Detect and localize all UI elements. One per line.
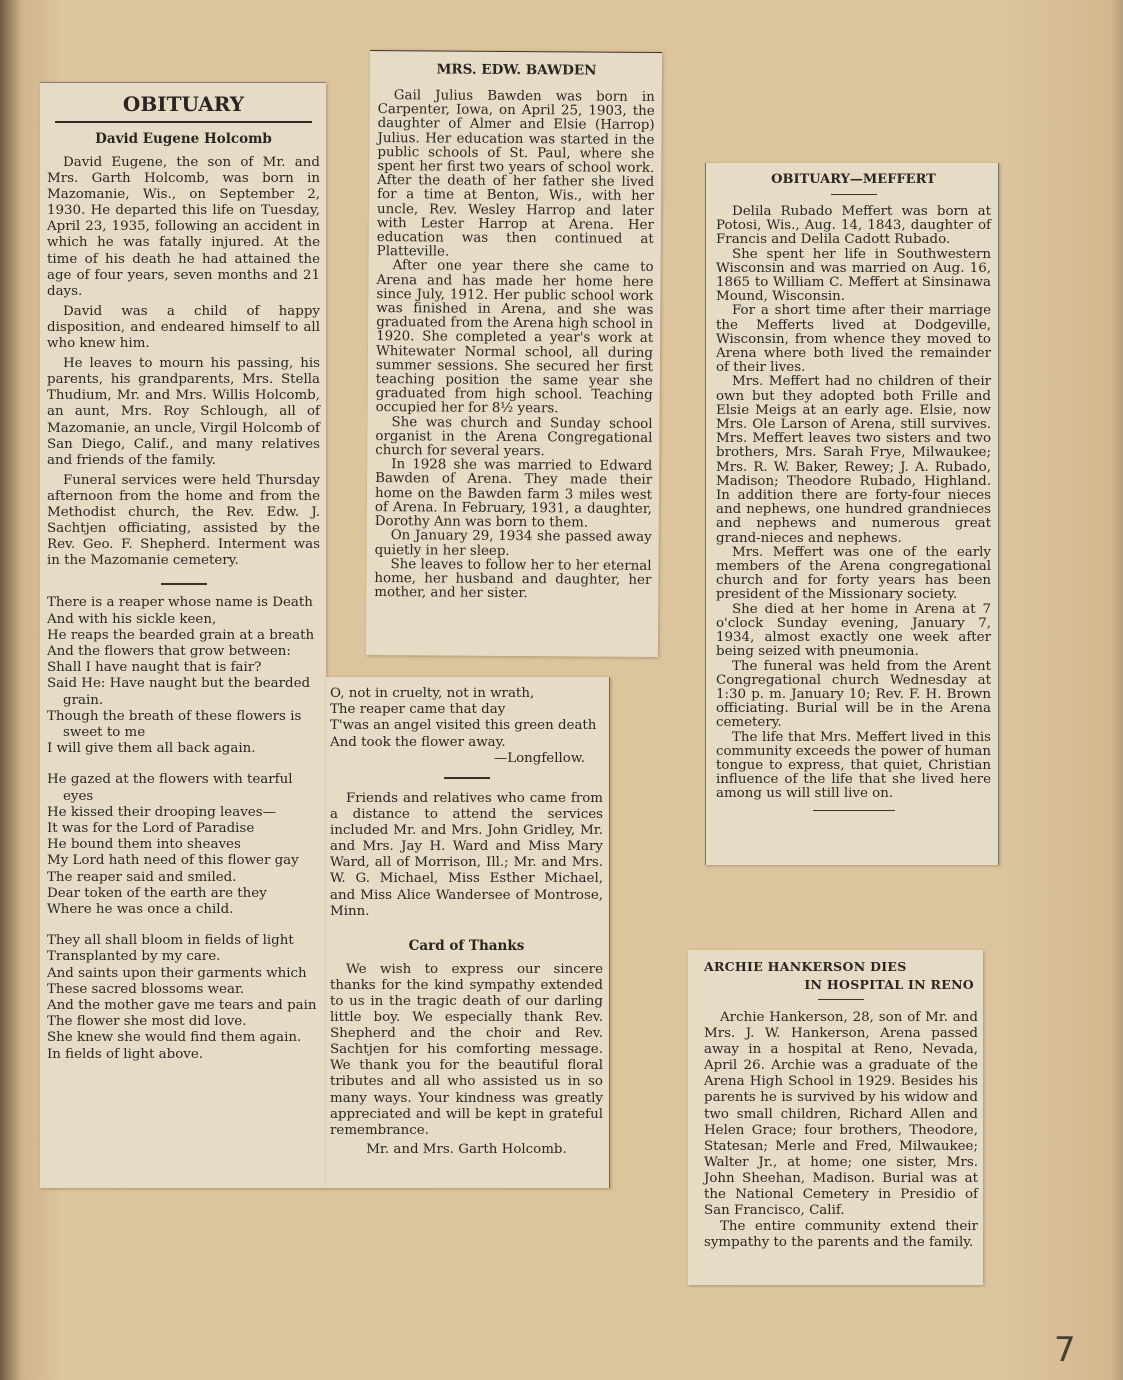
holcomb-poem bbox=[47, 595, 320, 1062]
hankerson-header-line2: IN HOSPITAL IN RENO bbox=[804, 977, 974, 992]
poem-line: Dear token of the earth are they bbox=[47, 885, 267, 901]
bawden-paragraph: Gail Julius Bawden was born in Carpenter, Iowa, on April 25, 1903, the daughter of Almer and Elsie (Harrop) Julius. Her education was started in the public schools of St. Paul, where she spent her first two years of school work. After the death of her father she lived for a time at Benton, Wis., with her uncle, Rev. Wesley Harrop and later with Lester Harrop at Arena. Her education was then continued at Platteville. bbox=[376, 88, 655, 260]
hankerson-paragraph: The entire community extend their sympathy to the parents and the family. bbox=[704, 1219, 978, 1251]
poem-line: The flower she most did love. bbox=[47, 1014, 247, 1030]
poem-line: And took the flower away. bbox=[330, 734, 506, 750]
meffert-obituary-clipping bbox=[705, 163, 999, 865]
holcomb-paragraph: David Eugene, the son of Mr. and Mrs. Garth Holcomb, was born in Mazomanie, Wis., on September 2, 1930. He departed this life on Tuesday, April 23, 1935, following an accident in which he was fatally injured. At the time of his death he had attained the age of four years, seven months and 21 days. bbox=[47, 155, 320, 299]
holcomb-continuation-clipping bbox=[326, 677, 610, 1188]
meffert-paragraph: Mrs. Meffert was one of the early members of the Arena congregational church and for forty years has been president of the Missionary society. bbox=[716, 544, 991, 603]
hankerson-header-rule bbox=[818, 999, 864, 1000]
meffert-paragraph: Mrs. Meffert had no children of their own but they adopted both Frille and Elsie Meigs at an early age. Elsie, now Mrs. Ole Larson of Arena, still survives. Mrs. Meffert leaves two sisters and two brothers, Mrs. Sarah Frye, Milwaukee; Mrs. R. W. Baker, Rewey; J. A. Rubado, Madison; Theodore Rubado, Highland. In addition there are forty-four nieces and nephews, one hundred grandnieces and nephews and numerous great grand-nieces and nephews. bbox=[716, 374, 991, 546]
poem-line: He reaps the bearded grain at a breath bbox=[47, 627, 315, 643]
holcomb-header-rule bbox=[55, 121, 312, 123]
thanks-signature: Mr. and Mrs. Garth Holcomb. bbox=[366, 1141, 567, 1157]
holcomb-name: David Eugene Holcomb bbox=[95, 131, 272, 147]
poem-line: In fields of light above. bbox=[47, 1046, 204, 1062]
holcomb-poem-end bbox=[330, 686, 603, 751]
poem-line: And the mother gave me tears and pain bbox=[47, 998, 317, 1014]
meffert-paragraph: For a short time after their marriage the Mefferts lived at Dodgeville, Wisconsin, from whence they moved to Arena where both lived the remainder of their lives. bbox=[716, 303, 991, 376]
bawden-obituary-clipping bbox=[366, 50, 662, 657]
poem-line: They all shall bloom in fields of light bbox=[47, 933, 294, 949]
poem-line: He bound them into sheaves bbox=[47, 837, 241, 853]
holcomb-paragraph: He leaves to mourn his passing, his parents, his grandparents, Mrs. Stella Thudium, Mr. and Mrs. Willis Holcomb, an aunt, Mrs. Roy Schlough, all of Mazomanie, an uncle, Virgil Holcomb of San Diego, Calif., and many relatives and friends of the family. bbox=[47, 356, 320, 468]
holcomb-body bbox=[47, 155, 320, 569]
bawden-paragraph: On January 29, 1934 she passed away quietly in her sleep. bbox=[374, 528, 652, 559]
thanks-title: Card of Thanks bbox=[408, 937, 525, 954]
meffert-end-rule bbox=[813, 810, 895, 811]
poem-line: Shall I have naught that is fair? bbox=[47, 660, 262, 676]
poem-line: There is a reaper whose name is Death bbox=[47, 595, 313, 611]
friends-paragraph: Friends and relatives who came from a distance to attend the services included Mr. and Mrs. John Gridley, Mr. and Mrs. Jay H. Ward and Miss Mary Ward, all of Morrison, Ill.; Mr. and Mrs. W. G. Michael, Miss Esther Michael, and Miss Alice Wandersee of Montrose, Minn. bbox=[330, 791, 603, 919]
holcomb-divider bbox=[161, 583, 207, 585]
bawden-paragraph: She was church and Sunday school organist in the Arena Congregational church for several years. bbox=[375, 414, 653, 460]
continuation-divider bbox=[444, 777, 490, 779]
meffert-header-rule bbox=[831, 194, 877, 195]
hankerson-obituary-clipping bbox=[688, 950, 983, 1285]
poem-line: My Lord hath need of this flower gay bbox=[47, 853, 299, 869]
holcomb-paragraph: David was a child of happy disposition, and endeared himself to all who knew him. bbox=[47, 303, 320, 352]
poem-line: She knew she would find them again. bbox=[47, 1030, 302, 1046]
poem-line: O, not in cruelty, not in wrath, bbox=[330, 686, 535, 701]
poem-line: These sacred blossoms wear. bbox=[47, 981, 245, 997]
poem-line: Though the breath of these flowers is sweet to me bbox=[47, 708, 302, 740]
bawden-paragraph: In 1928 she was married to Edward Bawden of Arena. They made their home on the Bawden farm 3 miles west of Arena. In February, 1931, a daughter, Dorothy Ann was born to them. bbox=[374, 457, 653, 531]
poem-line: The reaper came that day bbox=[330, 702, 506, 718]
holcomb-obituary-clipping bbox=[40, 82, 326, 1188]
poem-line: Said He: Have naught but the bearded grain. bbox=[47, 676, 311, 708]
poem-credit: —Longfellow. bbox=[493, 750, 585, 766]
poem-line: T'was an angel visited this green death bbox=[330, 718, 597, 734]
meffert-paragraph: She died at her home in Arena at 7 o'clock Sunday evening, January 7, 1934, almost exactly one week after being seized with pneumonia. bbox=[716, 601, 991, 660]
meffert-paragraph: Delila Rubado Meffert was born at Potosi, Wis., Aug. 14, 1843, daughter of Francis and Delila Cadott Rubado. bbox=[716, 204, 991, 248]
poem-line: And saints upon their garments which bbox=[47, 965, 307, 981]
meffert-header: OBITUARY—MEFFERT bbox=[771, 172, 936, 187]
poem-line: And with his sickle keen, bbox=[47, 611, 217, 627]
poem-line: The reaper said and smiled. bbox=[47, 869, 237, 885]
poem-line: He kissed their drooping leaves— bbox=[47, 804, 276, 820]
poem-line: And the flowers that grow between: bbox=[47, 643, 291, 659]
hankerson-header-line1: ARCHIE HANKERSON DIES bbox=[704, 959, 907, 974]
bawden-body bbox=[374, 89, 655, 602]
poem-line: Where he was once a child. bbox=[47, 902, 234, 917]
poem-line: It was for the Lord of Paradise bbox=[47, 820, 255, 836]
poem-line: I will give them all back again. bbox=[47, 741, 256, 757]
holcomb-header: OBITUARY bbox=[122, 92, 245, 116]
poem-line: Transplanted by my care. bbox=[47, 949, 221, 965]
bawden-paragraph: She leaves to follow her to her eternal home, her husband and daughter, her mother, and her sister. bbox=[374, 556, 652, 602]
hankerson-paragraph: Archie Hankerson, 28, son of Mr. and Mrs. J. W. Hankerson, Arena passed away in a hospital at Reno, Nevada, April 26. Archie was a graduate of the Arena High School in 1929. Besides his parents he is survived by his widow and two small children, Richard Allen and Helen Grace; four brothers, Theodore, Statesan; Merle and Fred, Milwaukee; Walter Jr., at home; one sister, Mrs. John Sheehan, Madison. Burial was at the National Cemetery in Presidio of San Francisco, Calif. bbox=[704, 1010, 978, 1219]
meffert-paragraph: The life that Mrs. Meffert lived in this community exceeds the power of human tongue to express, that quiet, Christian influence of the life that she lived here among us will still live on. bbox=[716, 729, 991, 802]
meffert-paragraph: The funeral was held from the Arent Congregational church Wednesday at 1:30 p. m. January 10; Rev. F. H. Brown officiating. Burial will be in the Arena cemetery. bbox=[716, 658, 991, 731]
bawden-paragraph: After one year there she came to Arena and has made her home here since July, 1912. Her public school work was finished in Arena, and she was graduated from the Arena high school in 1920. She completed a year's work at Whitewater Normal school, all during summer sessions. She secured her first teaching position the same year she graduated from high school. Teaching occupied her for 8½ years. bbox=[375, 258, 654, 417]
meffert-paragraph: She spent her life in Southwestern Wisconsin and was married on Aug. 16, 1865 to William C. Meffert at Sinsinawa Mound, Wisconsin. bbox=[716, 246, 991, 305]
bawden-header: MRS. EDW. BAWDEN bbox=[436, 61, 597, 79]
holcomb-paragraph: Funeral services were held Thursday afternoon from the home and from the Methodist church, the Rev. Edw. J. Sachtjen officiating, assisted by the Rev. Geo. F. Shepherd. Interment was in the Mazomanie cemetery. bbox=[47, 472, 320, 569]
thanks-paragraph: We wish to express our sincere thanks for the kind sympathy extended to us in the tragic death of our darling little boy. We especially thank Rev. Shepherd and the choir and Rev. Sachtjen for his comforting message. We thank you for the beautiful floral tributes and all who assisted us in so many ways. Your kindness was greatly appreciated and will be kept in grateful remembrance. bbox=[330, 961, 603, 1138]
page-number: 7 bbox=[1054, 1330, 1076, 1370]
poem-line: He gazed at the flowers with tearful eyes bbox=[47, 772, 293, 804]
